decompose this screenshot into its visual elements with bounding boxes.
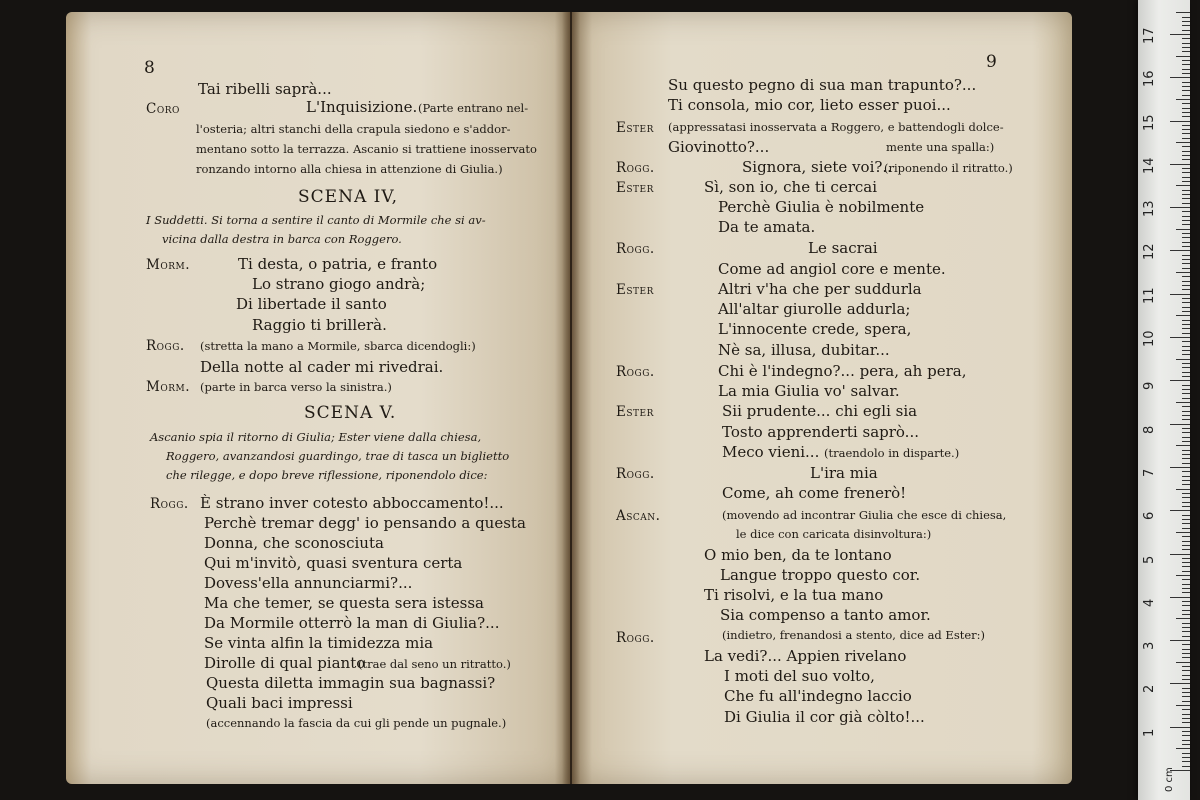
ruler-tick: [1176, 315, 1190, 316]
ruler-tick: [1182, 246, 1190, 247]
right-text-line: Ester: [616, 282, 654, 298]
ruler-tick: [1182, 43, 1190, 44]
left-text-line: Roggero, avanzandosi guardingo, trae di tasca un biglietto: [166, 449, 510, 463]
ruler-tick: [1182, 592, 1190, 593]
ruler-tick: [1176, 575, 1190, 576]
ruler-tick: [1182, 675, 1190, 676]
right-text-line: Signora, siete voi?..: [742, 158, 892, 176]
right-text-line: Perchè Giulia è nobilmente: [718, 198, 925, 216]
ruler-unit: 0 cm: [1164, 767, 1175, 792]
ruler-tick: [1170, 294, 1190, 295]
ruler-tick: [1176, 12, 1190, 13]
ruler-tick: [1182, 363, 1190, 364]
left-text-line: (accennando la fascia da cui gli pende un pugnale.): [206, 716, 507, 730]
ruler-tick: [1176, 272, 1190, 273]
ruler-tick: [1176, 748, 1190, 749]
ruler-tick: [1182, 146, 1190, 147]
left-text-line: Donna, che sconosciuta: [204, 534, 384, 552]
right-text-line: Sì, son io, che ti cercai: [704, 178, 878, 196]
ruler-tick: [1182, 30, 1190, 31]
ruler-tick: [1182, 350, 1190, 351]
left-text-line: ronzando intorno alla chiesa in attenzione di Giulia.): [196, 162, 503, 176]
right-text-line: (appressatasi inosservata a Roggero, e battendogli dolce-: [668, 120, 1004, 134]
ruler-tick: [1182, 224, 1190, 225]
ruler-tick: [1182, 437, 1190, 438]
right-text-line: Chi è l'indegno?... pera, ah pera,: [718, 362, 967, 380]
ruler-tick: [1182, 579, 1190, 580]
ruler-number: 7: [1142, 468, 1157, 477]
left-text-line: (parte in barca verso la sinistra.): [200, 380, 392, 394]
ruler-number: 10: [1142, 330, 1157, 347]
ruler-tick: [1182, 610, 1190, 611]
ruler-tick: [1182, 718, 1190, 719]
ruler-tick: [1176, 402, 1190, 403]
left-text-line: Ma che temer, se questa sera istessa: [204, 594, 484, 612]
right-text-line: Che fu all'indegno laccio: [724, 687, 912, 705]
ruler-tick: [1170, 207, 1190, 208]
ruler-tick: [1182, 636, 1190, 637]
left-text-line: Ti desta, o patria, e franto: [238, 255, 438, 273]
ruler-tick: [1182, 159, 1190, 160]
ruler-tick: [1182, 519, 1190, 520]
ruler-tick: [1170, 554, 1190, 555]
right-text-line: (indietro, frenandosi a stento, dice ad Ester:): [722, 628, 986, 642]
left-text-line: Dirolle di qual pianto: [204, 654, 366, 672]
ruler-tick: [1182, 354, 1190, 355]
right-text-line: Su questo pegno di sua man trapunto?...: [668, 76, 977, 94]
ruler-tick: [1182, 432, 1190, 433]
ruler-tick: [1182, 476, 1190, 477]
left-text-line: (Parte entrano nel-: [418, 101, 529, 115]
ruler-tick: [1182, 744, 1190, 745]
ruler-tick: [1182, 155, 1190, 156]
ruler-number: 9: [1142, 382, 1157, 391]
right-text-line: Rogg.: [616, 241, 655, 257]
ruler-tick: [1176, 359, 1190, 360]
left-text-line: Di libertade il santo: [236, 295, 387, 313]
ruler-tick: [1182, 51, 1190, 52]
ruler-tick: [1176, 99, 1190, 100]
ruler-tick: [1182, 497, 1190, 498]
ruler-tick: [1182, 601, 1190, 602]
left-text-line: (stretta la mano a Mormile, sbarca dicendogli:): [200, 339, 476, 353]
ruler-tick: [1170, 510, 1190, 511]
ruler-tick: [1182, 731, 1190, 732]
left-text-line: Ascanio spia il ritorno di Giulia; Ester viene dalla chiesa,: [150, 430, 482, 444]
ruler-number: 16: [1142, 70, 1157, 88]
right-text-line: Giovinotto?...: [668, 138, 770, 156]
left-text-line: Tai ribelli saprà...: [198, 80, 332, 98]
ruler-tick: [1182, 549, 1190, 550]
ruler-tick: [1182, 428, 1190, 429]
ruler-tick: [1182, 502, 1190, 503]
ruler-tick: [1182, 328, 1190, 329]
ruler-tick: [1182, 588, 1190, 589]
ruler-tick: [1170, 727, 1190, 728]
ruler-tick: [1182, 627, 1190, 628]
ruler-tick: [1182, 584, 1190, 585]
ruler-tick: [1182, 138, 1190, 139]
ruler-tick: [1182, 190, 1190, 191]
left-text-line: Rogg.: [146, 338, 185, 354]
ruler-tick: [1182, 450, 1190, 451]
left-text-line: Della notte al cader mi rivedrai.: [200, 358, 444, 376]
ruler-tick: [1182, 181, 1190, 182]
ruler-number: 15: [1142, 113, 1157, 131]
ruler-tick: [1182, 411, 1190, 412]
right-text-line: Ester: [616, 120, 654, 136]
ruler-number: 14: [1142, 157, 1157, 174]
ruler-tick: [1176, 618, 1190, 619]
book-gutter: [562, 12, 580, 784]
ruler-tick: [1182, 64, 1190, 65]
right-text-line: Come, ah come frenerò!: [722, 484, 907, 502]
right-page: [572, 12, 1072, 784]
ruler-tick: [1182, 302, 1190, 303]
ruler-tick: [1182, 740, 1190, 741]
ruler-tick: [1182, 172, 1190, 173]
ruler-tick: [1182, 211, 1190, 212]
ruler-tick: [1182, 73, 1190, 74]
ruler-tick: [1182, 367, 1190, 368]
ruler-tick: [1182, 696, 1190, 697]
ruler-tick: [1182, 406, 1190, 407]
ruler-tick: [1182, 259, 1190, 260]
ruler-number: 13: [1142, 200, 1157, 218]
ruler-tick: [1182, 545, 1190, 546]
ruler-number: 17: [1142, 27, 1157, 44]
ruler-tick: [1182, 60, 1190, 61]
ruler-tick: [1182, 237, 1190, 238]
left-text-line: Rogg.: [150, 496, 189, 512]
ruler-tick: [1182, 666, 1190, 667]
page-number-left: 8: [144, 58, 155, 78]
right-text-line: Come ad angiol core e mente.: [718, 260, 946, 278]
ruler-tick: [1182, 571, 1190, 572]
ruler-tick: [1182, 458, 1190, 459]
ruler-tick: [1170, 467, 1190, 468]
right-text-line: Ti consola, mio cor, lieto esser puoi...: [668, 96, 951, 114]
ruler-tick: [1182, 393, 1190, 394]
ruler-tick: [1182, 657, 1190, 658]
ruler-tick: [1182, 714, 1190, 715]
ruler-tick: [1182, 536, 1190, 537]
ruler-tick: [1182, 86, 1190, 87]
ruler-tick: [1182, 216, 1190, 217]
left-text-line: Da Mormile otterrò la man di Giulia?...: [204, 614, 500, 632]
ruler-tick: [1182, 307, 1190, 308]
right-text-line: Rogg.: [616, 630, 655, 646]
ruler-tick: [1176, 489, 1190, 490]
ruler-tick: [1182, 419, 1190, 420]
right-text-line: La vedi?... Appien rivelano: [704, 647, 907, 665]
ruler-tick: [1182, 757, 1190, 758]
left-text-line: I Suddetti. Si torna a sentire il canto di Mormile che si av-: [146, 213, 486, 227]
right-text-line: Rogg.: [616, 466, 655, 482]
ruler-tick: [1182, 125, 1190, 126]
ruler-tick: [1182, 168, 1190, 169]
right-text-line: All'altar giurolle addurla;: [718, 300, 911, 318]
ruler-tick: [1182, 566, 1190, 567]
right-text-line: Ester: [616, 180, 654, 196]
ruler-tick: [1182, 605, 1190, 606]
ruler-tick: [1182, 766, 1190, 767]
ruler-tick: [1170, 337, 1190, 338]
ruler-tick: [1170, 640, 1190, 641]
ruler-tick: [1182, 701, 1190, 702]
right-text-line: Le sacrai: [808, 239, 878, 257]
right-text-line: mente una spalla:): [886, 140, 995, 154]
ruler-tick: [1182, 515, 1190, 516]
ruler-tick: [1182, 129, 1190, 130]
ruler-tick: [1182, 233, 1190, 234]
ruler-tick: [1182, 471, 1190, 472]
ruler-tick: [1182, 324, 1190, 325]
ruler-tick: [1182, 242, 1190, 243]
ruler-tick: [1182, 614, 1190, 615]
left-text-line: mentano sotto la terrazza. Ascanio si trattiene inosservato: [196, 142, 537, 156]
right-text-line: (traendolo in disparte.): [824, 446, 960, 460]
ruler-tick: [1182, 276, 1190, 277]
ruler-tick: [1182, 82, 1190, 83]
ruler-tick: [1182, 255, 1190, 256]
right-text-line: (movendo ad incontrar Giulia che esce di chiesa,: [722, 508, 1007, 522]
ruler-tick: [1182, 177, 1190, 178]
left-text-line: Se vinta alfin la timidezza mia: [204, 634, 434, 652]
ruler-number: 12: [1142, 243, 1157, 261]
ruler-tick: [1176, 445, 1190, 446]
ruler-tick: [1182, 263, 1190, 264]
ruler-number: 5: [1142, 555, 1157, 564]
ruler-tick: [1182, 90, 1190, 91]
ruler-tick: [1182, 480, 1190, 481]
ruler-number: 2: [1142, 685, 1157, 694]
ruler-tick: [1182, 735, 1190, 736]
right-text-line: Altri v'ha che per suddurla: [718, 280, 922, 298]
ruler-tick: [1176, 662, 1190, 663]
ruler-tick: [1176, 532, 1190, 533]
ruler-tick: [1182, 649, 1190, 650]
ruler-tick: [1182, 653, 1190, 654]
ruler-tick: [1182, 692, 1190, 693]
ruler-tick: [1182, 103, 1190, 104]
ruler-tick: [1182, 320, 1190, 321]
right-text-line: Meco vieni...: [722, 443, 820, 461]
ruler-tick: [1182, 21, 1190, 22]
ruler-tick: [1182, 454, 1190, 455]
ruler-tick: [1182, 47, 1190, 48]
right-text-line: (riponendo il ritratto.): [884, 161, 1013, 175]
ruler-tick: [1182, 623, 1190, 624]
ruler-tick: [1182, 289, 1190, 290]
measuring-ruler: [1138, 0, 1190, 800]
left-text-line: Perchè tremar degg' io pensando a questa: [204, 514, 526, 532]
ruler-tick: [1182, 688, 1190, 689]
ruler-tick: [1182, 679, 1190, 680]
ruler-tick: [1182, 376, 1190, 377]
ruler-tick: [1182, 506, 1190, 507]
ruler-tick: [1182, 112, 1190, 113]
ruler-tick: [1182, 25, 1190, 26]
ruler-tick: [1182, 268, 1190, 269]
right-text-line: Ascan.: [616, 508, 661, 524]
ruler-tick: [1170, 380, 1190, 381]
right-text-line: Langue troppo questo cor.: [720, 566, 921, 584]
left-text-line: Dovess'ella annunciarmi?...: [204, 574, 413, 592]
ruler-tick: [1176, 142, 1190, 143]
left-text-line: l'osteria; altri stanchi della crapula siedono e s'addor-: [196, 122, 511, 136]
right-text-line: Rogg.: [616, 160, 655, 176]
left-text-line: È strano inver cotesto abboccamento!...: [200, 494, 504, 512]
ruler-tick: [1182, 108, 1190, 109]
ruler-tick: [1170, 424, 1190, 425]
ruler-tick: [1170, 597, 1190, 598]
ruler-tick: [1182, 441, 1190, 442]
left-text-line: SCENA V.: [304, 403, 397, 423]
right-text-line: O mio ben, da te lontano: [704, 546, 892, 564]
ruler-tick: [1182, 385, 1190, 386]
ruler-tick: [1182, 372, 1190, 373]
ruler-tick: [1182, 333, 1190, 334]
ruler-number: 1: [1142, 728, 1157, 737]
right-text-line: Sia compenso a tanto amor.: [720, 606, 931, 624]
ruler-number: 6: [1142, 511, 1157, 521]
right-text-line: Da te amata.: [718, 218, 816, 236]
ruler-tick: [1182, 484, 1190, 485]
ruler-tick: [1176, 56, 1190, 57]
ruler-tick: [1170, 34, 1190, 35]
right-text-line: I moti del suo volto,: [724, 667, 875, 685]
ruler-tick: [1182, 753, 1190, 754]
ruler-tick: [1182, 631, 1190, 632]
ruler-tick: [1182, 346, 1190, 347]
ruler-tick: [1182, 311, 1190, 312]
ruler-tick: [1176, 705, 1190, 706]
ruler-tick: [1182, 194, 1190, 195]
left-text-line: Raggio ti brillerà.: [252, 316, 387, 334]
ruler-tick: [1182, 722, 1190, 723]
left-text-line: Qui m'invitò, quasi sventura certa: [204, 554, 463, 572]
left-page: [66, 12, 570, 784]
ruler-tick: [1182, 709, 1190, 710]
ruler-tick: [1182, 761, 1190, 762]
right-text-line: L'innocente crede, spera,: [718, 320, 912, 338]
ruler-tick: [1182, 558, 1190, 559]
ruler-number: 11: [1142, 287, 1157, 304]
left-text-line: vicina dalla destra in barca con Roggero.: [162, 232, 402, 246]
right-text-line: Ester: [616, 404, 654, 420]
right-text-line: Rogg.: [616, 364, 655, 380]
ruler-tick: [1182, 285, 1190, 286]
ruler-tick: [1176, 185, 1190, 186]
ruler-tick: [1182, 541, 1190, 542]
ruler-tick: [1182, 151, 1190, 152]
ruler-tick: [1182, 670, 1190, 671]
right-text-line: Sii prudente... chi egli sia: [722, 402, 918, 420]
ruler-tick: [1182, 398, 1190, 399]
ruler-tick: [1170, 683, 1190, 684]
ruler-tick: [1170, 121, 1190, 122]
ruler-tick: [1182, 389, 1190, 390]
ruler-tick: [1182, 116, 1190, 117]
right-text-line: Nè sa, illusa, dubitar...: [718, 341, 890, 359]
ruler-tick: [1182, 220, 1190, 221]
ruler-tick: [1182, 69, 1190, 70]
ruler-tick: [1182, 341, 1190, 342]
ruler-tick: [1182, 133, 1190, 134]
left-text-line: Morm.: [146, 379, 190, 395]
left-text-line: Coro: [146, 101, 180, 117]
ruler-tick: [1170, 250, 1190, 251]
ruler-tick: [1182, 644, 1190, 645]
left-text-line: SCENA IV,: [298, 187, 399, 207]
ruler-tick: [1182, 463, 1190, 464]
ruler-tick: [1170, 77, 1190, 78]
ruler-number: 3: [1142, 641, 1157, 651]
right-text-line: L'ira mia: [810, 464, 878, 482]
right-text-line: La mia Giulia vo' salvar.: [718, 382, 900, 400]
left-text-line: (trae dal seno un ritratto.): [358, 657, 511, 671]
ruler-number: 8: [1142, 425, 1157, 434]
ruler-tick: [1182, 17, 1190, 18]
left-text-line: che rilegge, e dopo breve riflessione, riponendolo dice:: [166, 468, 488, 482]
left-text-line: Lo strano giogo andrà;: [252, 275, 426, 293]
ruler-number: 4: [1142, 598, 1157, 607]
ruler-tick: [1182, 298, 1190, 299]
left-text-line: Questa diletta immagin sua bagnassi?: [206, 674, 496, 692]
right-text-line: Tosto apprenderti saprò...: [722, 423, 919, 441]
left-text-line: Morm.: [146, 257, 190, 273]
right-text-line: Ti risolvi, e la tua mano: [704, 586, 884, 604]
ruler-tick: [1182, 198, 1190, 199]
page-number-right: 9: [986, 52, 997, 72]
ruler-tick: [1176, 229, 1190, 230]
ruler-tick: [1182, 281, 1190, 282]
ruler-tick: [1182, 95, 1190, 96]
ruler-tick: [1182, 523, 1190, 524]
right-text-line: le dice con caricata disinvoltura:): [736, 527, 932, 541]
ruler-tick: [1182, 203, 1190, 204]
ruler-tick: [1182, 415, 1190, 416]
ruler-tick: [1182, 38, 1190, 39]
right-text-line: Di Giulia il cor già còlto!...: [724, 708, 925, 726]
ruler-tick: [1170, 164, 1190, 165]
left-text-line: L'Inquisizione.: [306, 98, 418, 116]
ruler-tick: [1182, 528, 1190, 529]
ruler-tick: [1182, 562, 1190, 563]
ruler-tick: [1182, 493, 1190, 494]
open-book: [66, 12, 1074, 784]
left-text-line: Quali baci impressi: [206, 694, 353, 712]
